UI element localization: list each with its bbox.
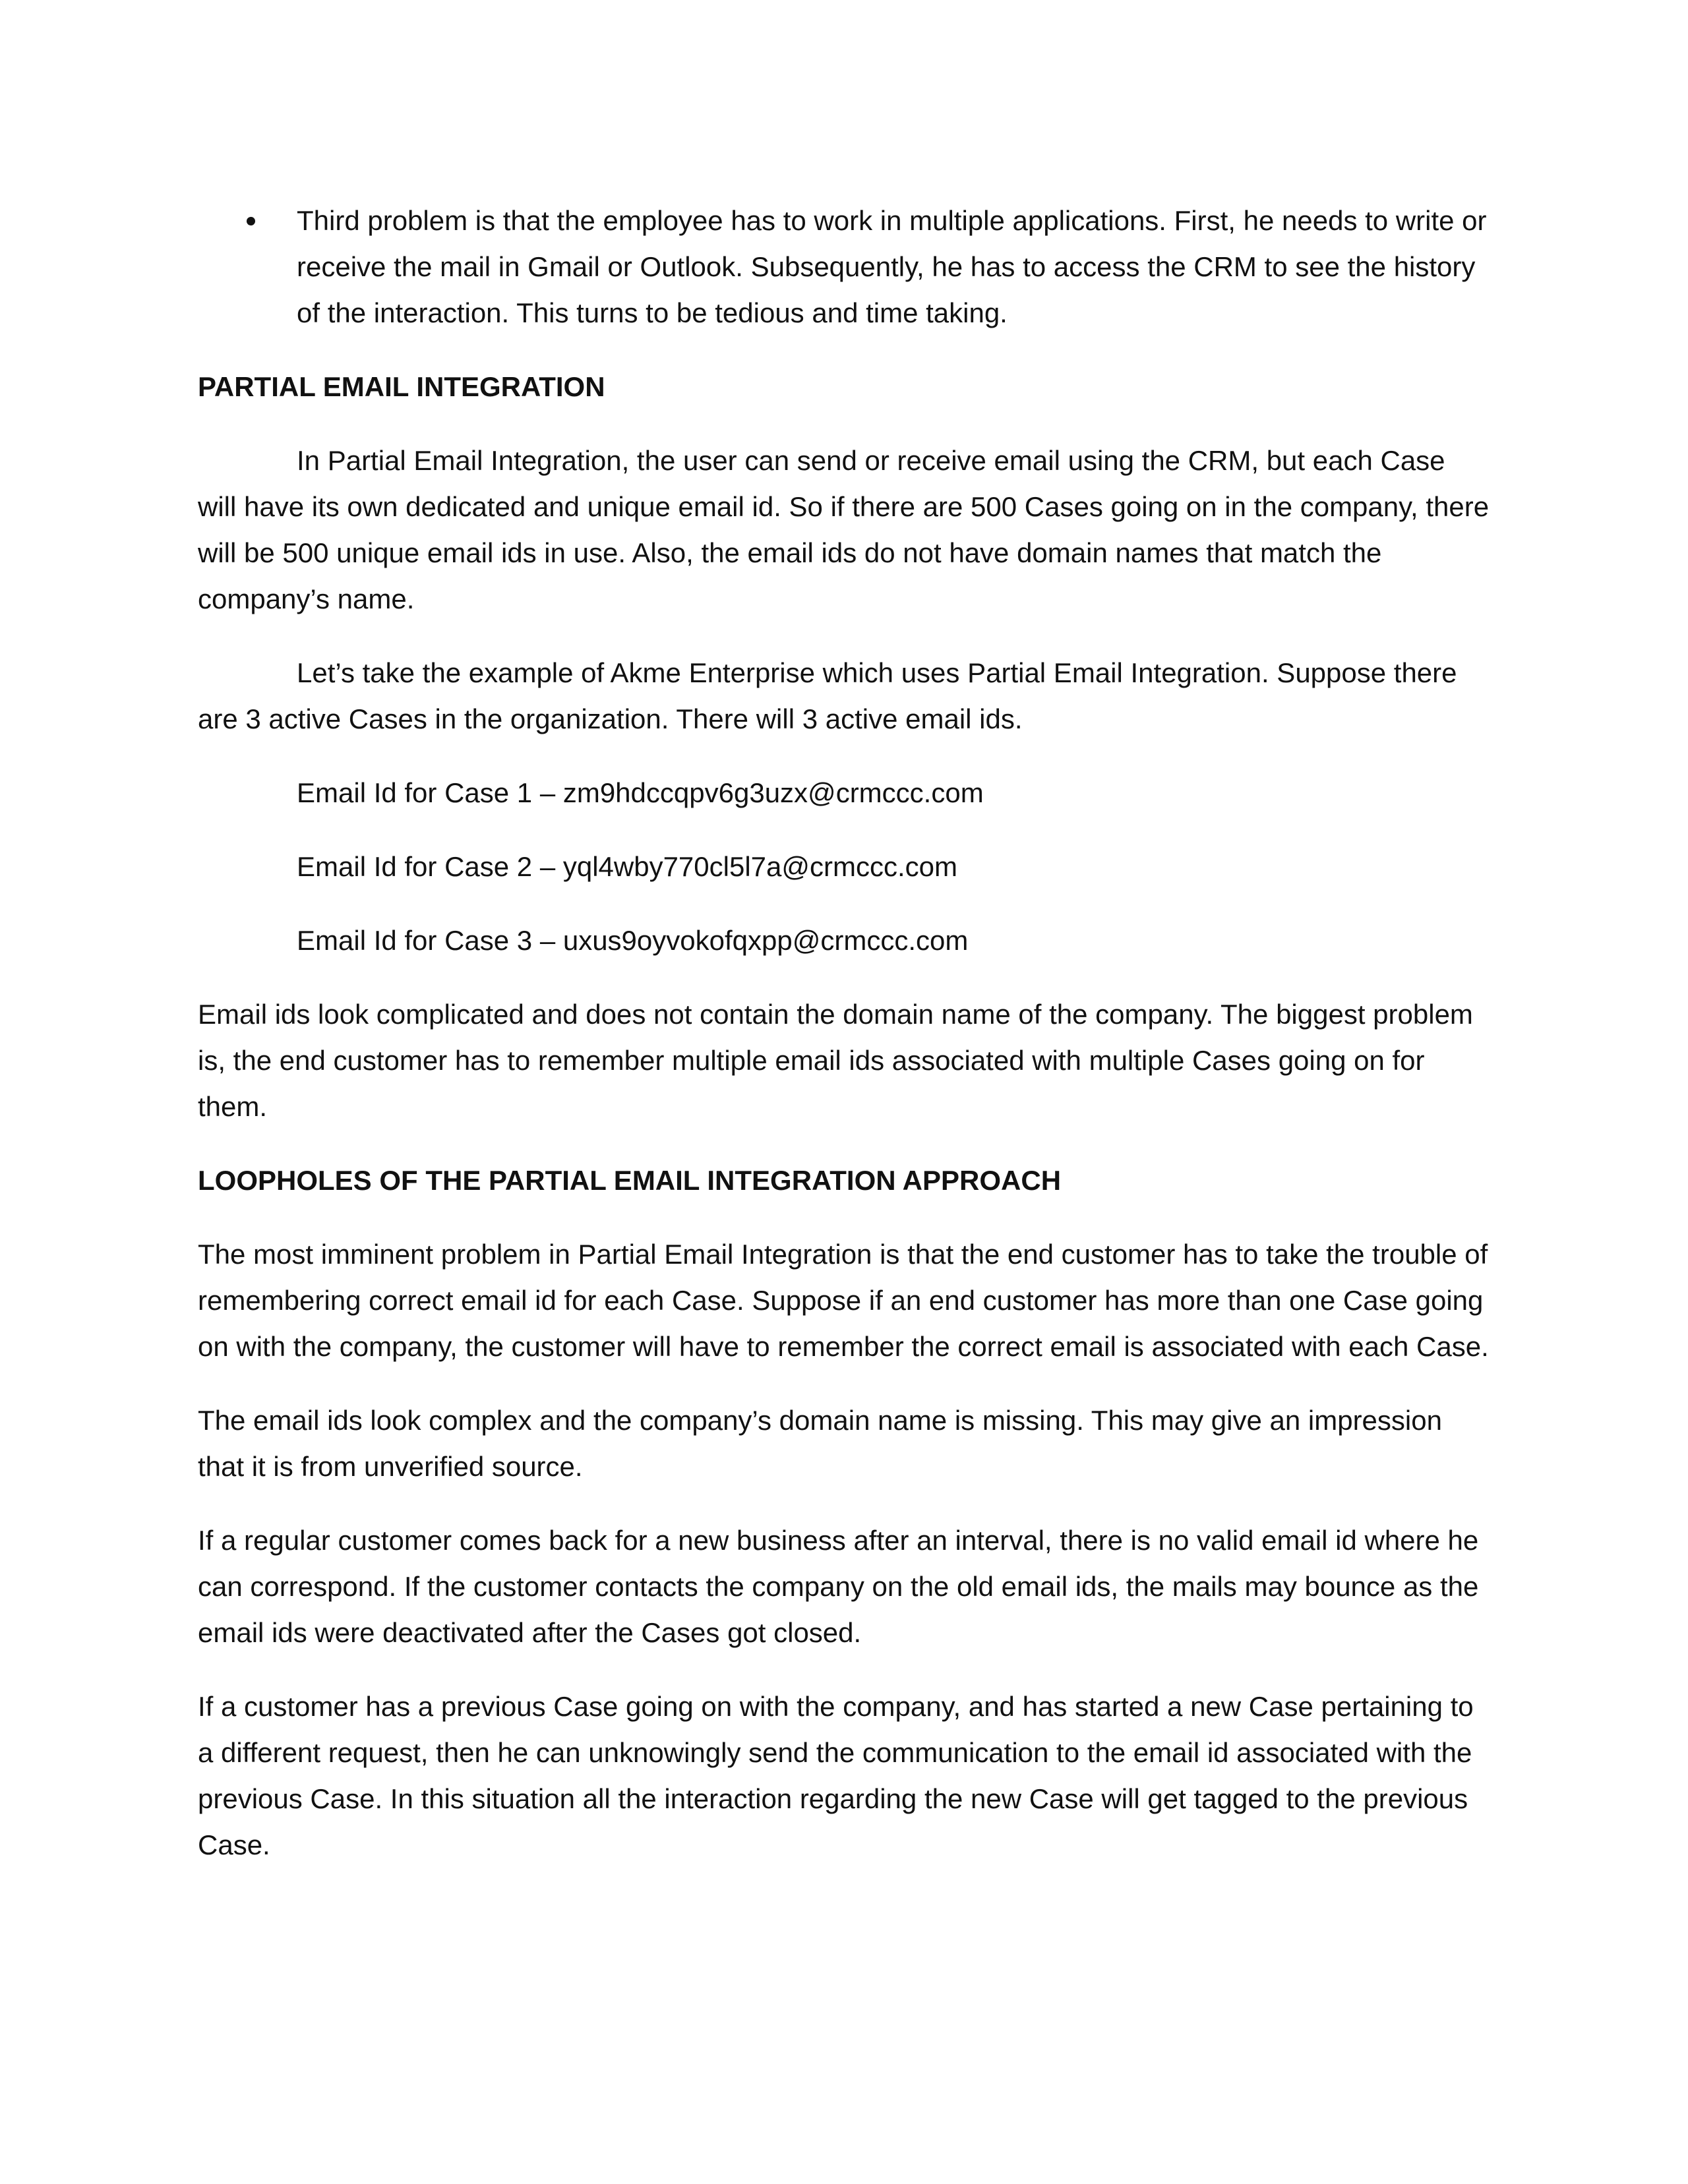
paragraph-loophole-4: If a customer has a previous Case going on with the company, and has started a new Case pertaining to a different request, then he can unknowingly send the communication to the email id associated with the previous Case. In this situation all the interaction regarding the new Case will get tagged to the previous Case.: [198, 1691, 1474, 1860]
email-id-case-3: Email Id for Case 3 – uxus9oyvokofqxpp@crmccc.com: [297, 925, 969, 956]
bullet-item: [198, 198, 1490, 336]
paragraph-loophole-1: The most imminent problem in Partial Email Integration is that the end customer has to take the trouble of remembering correct email id for each Case. Suppose if an end customer has more than one Case going on with the company, the customer will have to remember the correct email is associated with each Case.: [198, 1239, 1489, 1362]
paragraph-loophole-3: If a regular customer comes back for a new business after an interval, there is no valid email id where he can correspond. If the customer contacts the company on the old email ids, the mails may bounce as the email ids were deactivated after the Cases got closed.: [198, 1525, 1479, 1648]
paragraph-akme-example: Let’s take the example of Akme Enterprise which uses Partial Email Integration. Suppose there are 3 active Cases in the organization. There will 3 active email ids.: [198, 657, 1457, 734]
email-id-case-2: Email Id for Case 2 – yql4wby770cl5l7a@crmccc.com: [297, 851, 958, 882]
paragraph-loophole-2: The email ids look complex and the company’s domain name is missing. This may give an impression that it is from unverified source.: [198, 1405, 1442, 1482]
document-page: [198, 198, 1490, 1896]
email-id-case-1: Email Id for Case 1 – zm9hdccqpv6g3uzx@crmccc.com: [297, 777, 984, 808]
bullet-icon: [247, 217, 255, 225]
section-heading-loopholes: LOOPHOLES OF THE PARTIAL EMAIL INTEGRATION APPROACH: [198, 1165, 1062, 1196]
paragraph-partial-intro: In Partial Email Integration, the user can send or receive email using the CRM, but each Case will have its own dedicated and unique email id. So if there are 500 Cases going on in the company, there will be 500 unique email ids in use. Also, the email ids do not have domain names that match the company’s name.: [198, 445, 1490, 614]
paragraph-email-complicated: Email ids look complicated and does not contain the domain name of the company. The biggest problem is, the end customer has to remember multiple email ids associated with multiple Cases going on for them.: [198, 999, 1473, 1122]
section-heading-partial-email-integration: PARTIAL EMAIL INTEGRATION: [198, 371, 605, 402]
bullet-text: Third problem is that the employee has to work in multiple applications. First, he needs to write or receive the mail in Gmail or Outlook. Subsequently, he has to access the CRM to see the history of the interaction. This turns to be tedious and time taking.: [297, 205, 1487, 328]
